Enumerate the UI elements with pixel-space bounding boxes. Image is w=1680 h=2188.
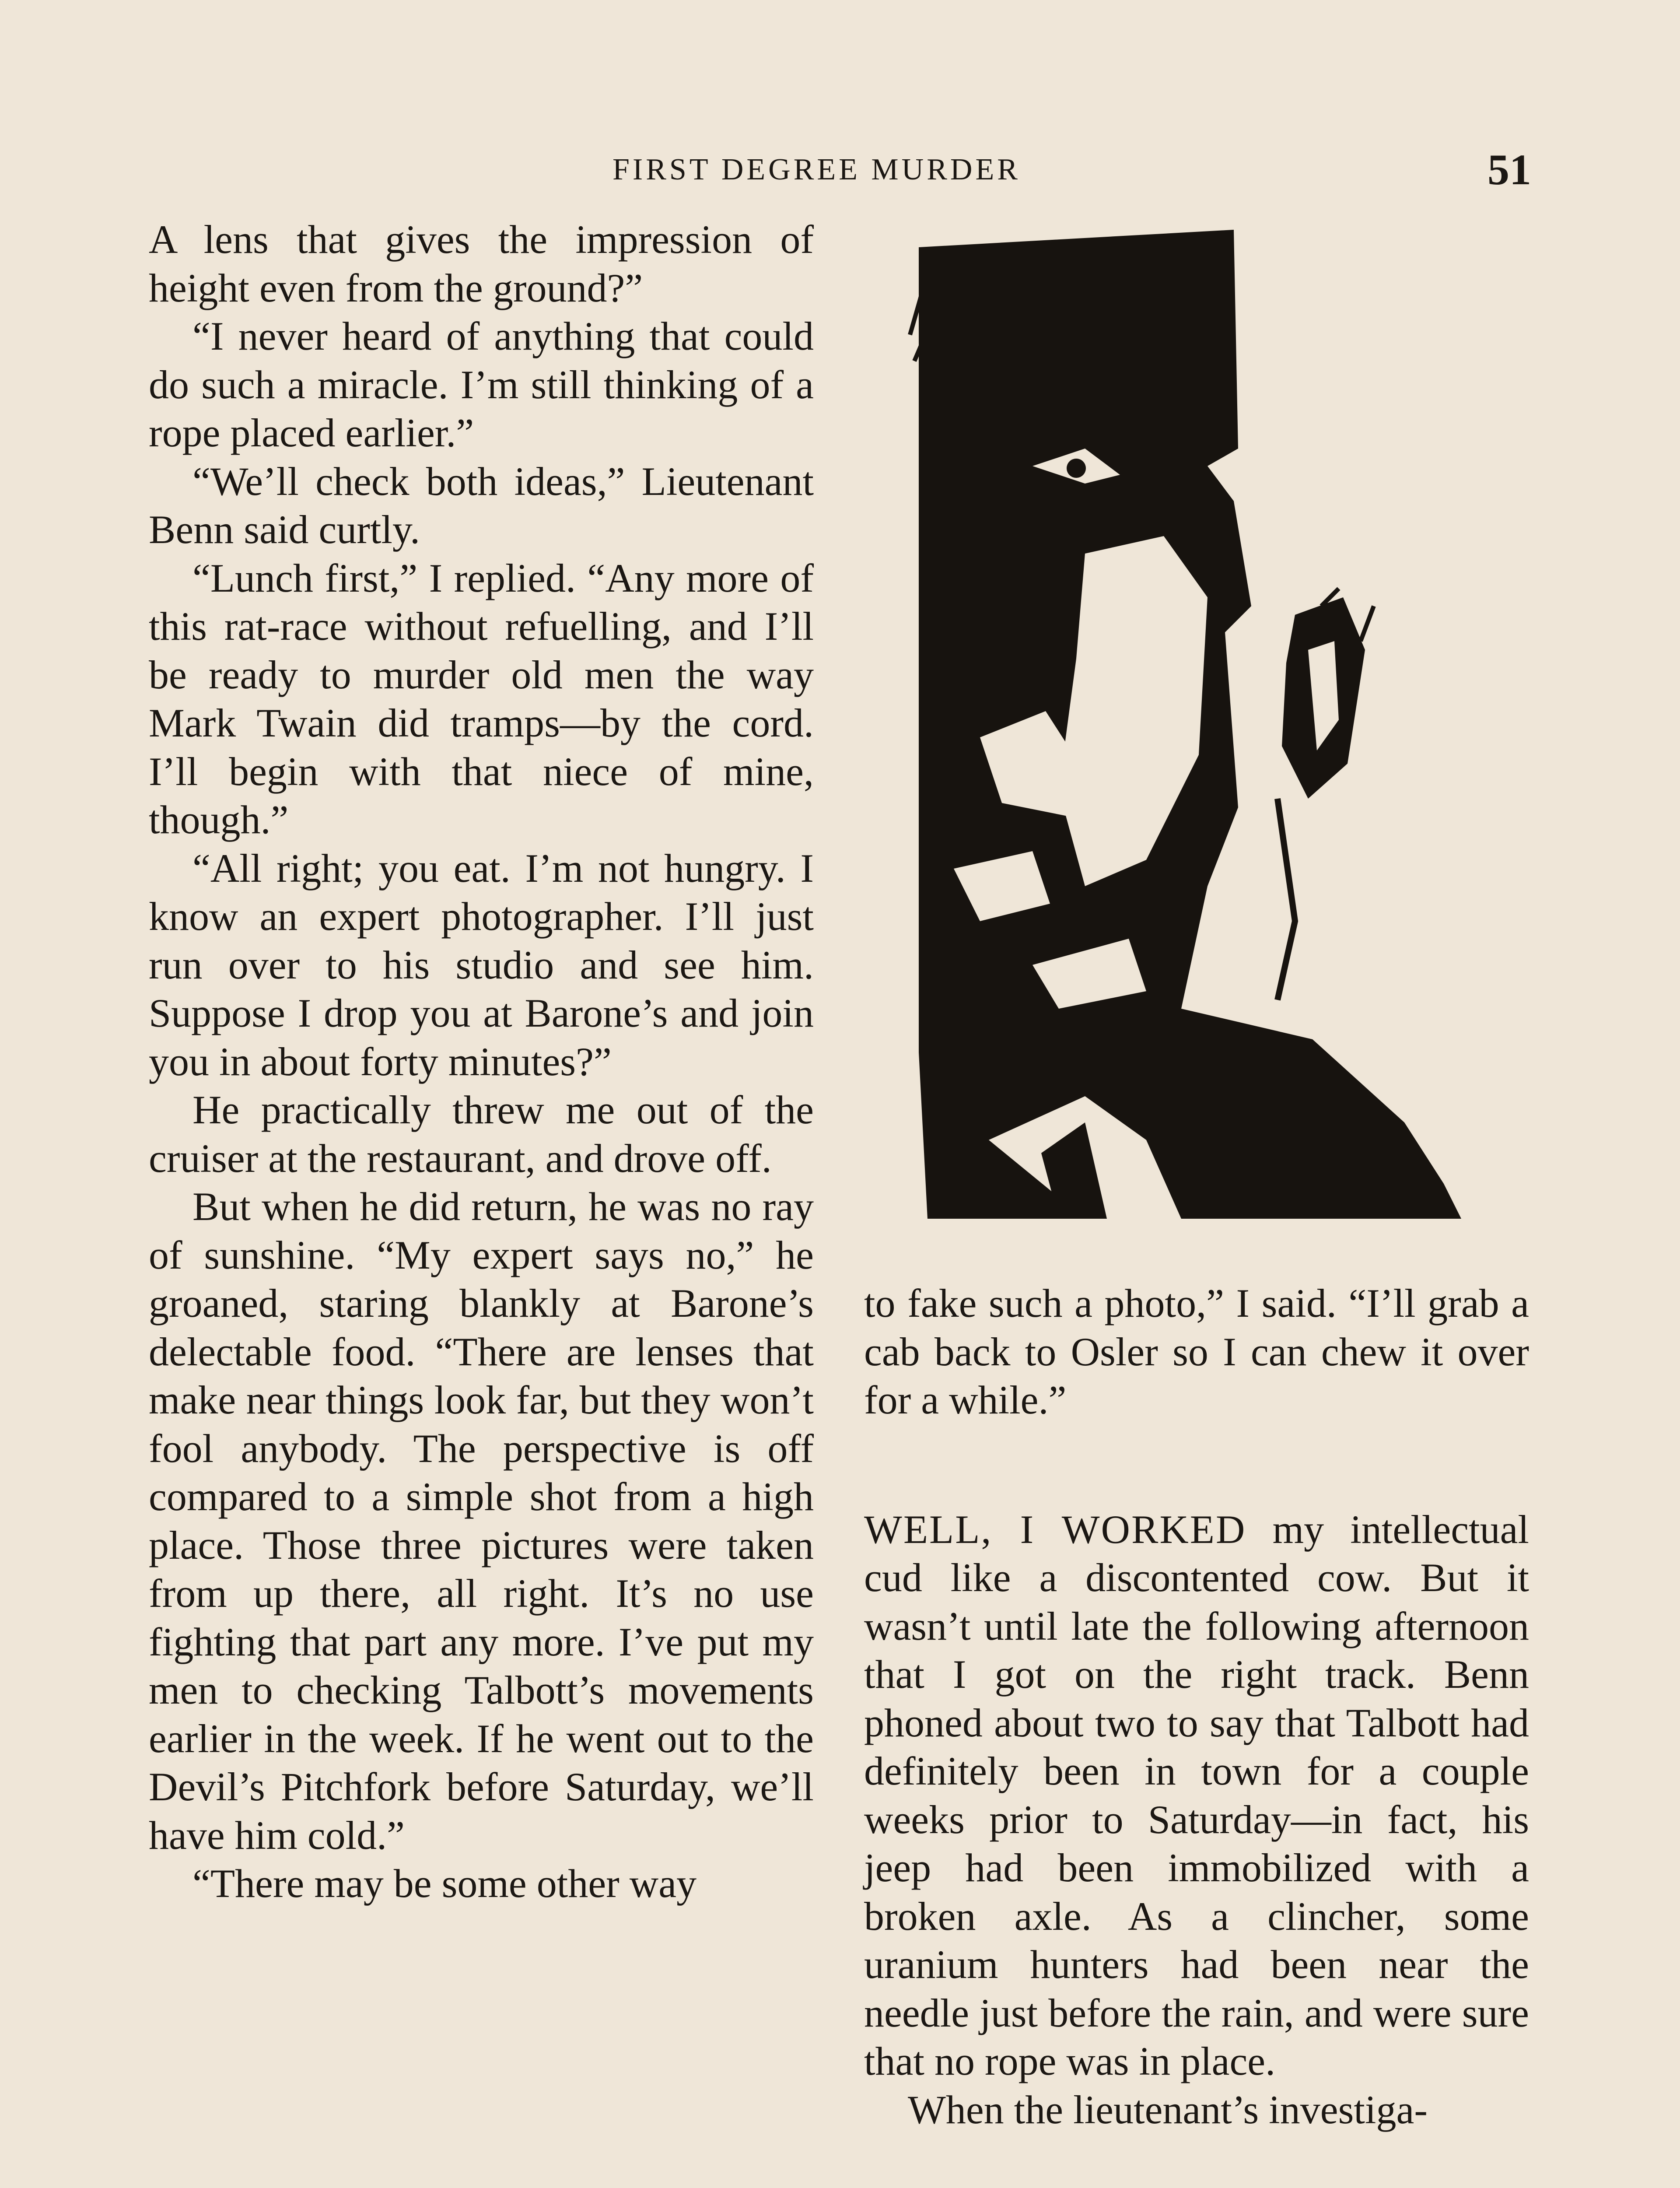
section-lead-in: WELL, I WORKED: [864, 1507, 1246, 1552]
paragraph: “I never heard of anything that could do such a miracle. I’m still thinking of a rope placed earlier.”: [149, 314, 814, 455]
paragraph: He practically threw me out of the cruiser at the restaurant, and drove off.: [149, 1087, 814, 1181]
paragraph: A lens that gives the impression of height even from the ground?”: [149, 217, 814, 310]
paragraph: to fake such a photo,” I said. “I’ll grab a cab back to Osler so I can chew it over for a while.”: [864, 1281, 1529, 1422]
paragraph: “There may be some other way: [192, 1861, 697, 1906]
section-break: [864, 1424, 1529, 1505]
portrait-drawing: [901, 221, 1479, 1219]
paragraph: “All right; you eat. I’m not hungry. I know an expert photographer. I’ll just run over to his studio and see him. Suppose I drop you at Barone’s and join you in about forty minutes?”: [149, 845, 814, 1084]
paragraph: [864, 1505, 1529, 2086]
paragraph: When the lieutenant’s investiga-: [908, 2087, 1428, 2132]
page-number: 51: [1488, 145, 1531, 194]
right-column: [864, 1279, 1529, 2134]
paragraph: But when he did return, he was no ray of sunshine. “My expert says no,” he groaned, staring blankly at Barone’s delectable food. “There are lenses that make near things look far, but they won’t fool anybody. The perspective is off compared to a simple shot from a high place. Those three pictures were taken from up there, all right. It’s no use fighting that part any more. I’ve put my men to checking Talbott’s movements earlier in the week. If he went out to the Devil’s Pitchfork before Saturday, we’ll have him cold.”: [149, 1184, 814, 1858]
page-header: [0, 144, 1680, 201]
portrait-illustration: [901, 221, 1479, 1219]
running-title: FIRST DEGREE MURDER: [612, 153, 1021, 186]
left-column: [149, 215, 814, 1908]
paragraph: “We’ll check both ideas,” Lieutenant Benn said curtly.: [149, 459, 814, 552]
paragraph-text: my intellectual cud like a discontented cow. But it wasn’t until late the following afternoon that I got on the right track. Benn phoned about two to say that Talbott had definitely been in town for a couple weeks prior to Saturday—in fact, his jeep had been immobilized with a broken axle. As a clincher, some uranium hunters had been near the needle just before the rain, and were sure that no rope was in place.: [864, 1507, 1529, 2083]
paragraph: “Lunch first,” I replied. “Any more of this rat-race without refuelling, and I’ll be ready to murder old men the way Mark Twain did tramps—by the cord. I’ll begin with that niece of mine, though.”: [149, 555, 814, 842]
